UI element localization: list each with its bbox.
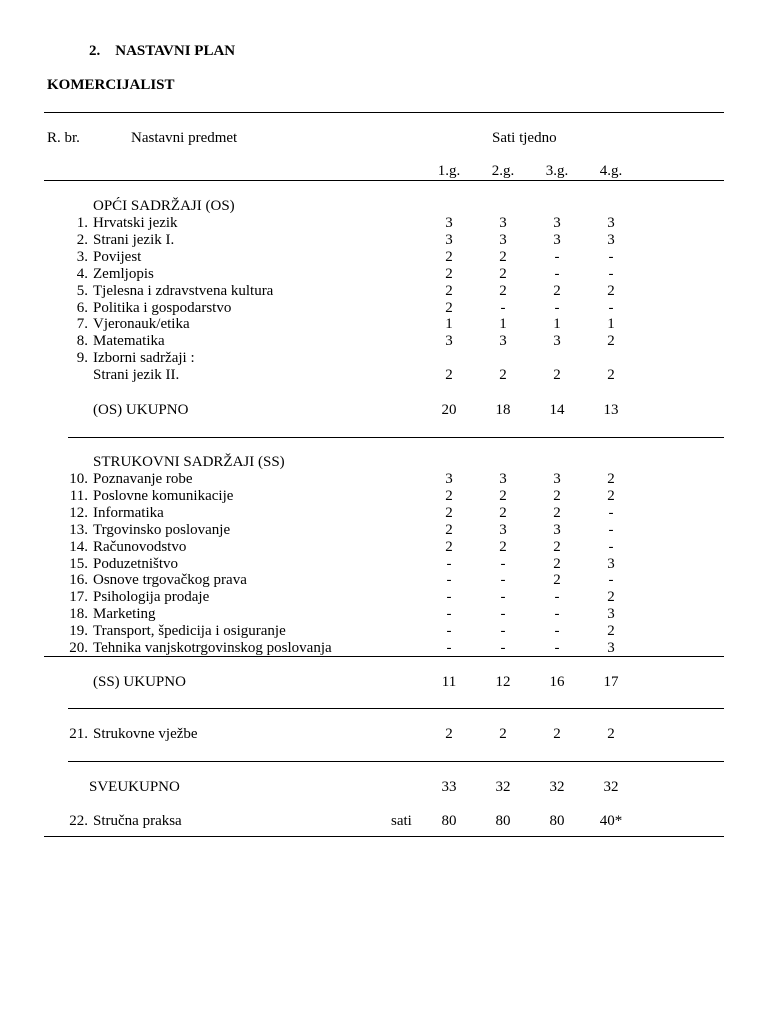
- rule-voc-total: [68, 708, 724, 709]
- hours-value: 2: [553, 487, 561, 504]
- hours-value: 2: [445, 299, 453, 316]
- internship-unit: sati: [391, 813, 412, 829]
- hours-value: 2: [607, 487, 615, 504]
- hours-value: 1: [499, 316, 507, 333]
- subject-name: Strani jezik I.: [93, 231, 175, 248]
- hours-value: -: [446, 606, 452, 623]
- vocational-total-value: 11: [441, 674, 457, 690]
- hours-value: 2: [499, 265, 507, 282]
- row-number: 8.: [76, 333, 88, 350]
- hours-value: -: [554, 623, 560, 640]
- hours-value: 2: [499, 504, 507, 521]
- hours-value: 2: [445, 265, 453, 282]
- hours-value: -: [554, 248, 560, 265]
- hours-value: 2: [553, 367, 561, 384]
- header-year: 2.g.: [491, 163, 515, 179]
- row-number: 11.: [69, 487, 88, 504]
- row-number: 3.: [76, 248, 88, 265]
- grand-total-label: SVEUKUPNO: [89, 779, 180, 795]
- header-hours: Sati tjedno: [492, 130, 557, 146]
- subject-name: Izborni sadržaji :: [93, 350, 195, 367]
- subject-name: Poznavanje robe: [93, 471, 193, 487]
- hours-value: -: [500, 606, 506, 623]
- hours-value: 3: [445, 231, 453, 248]
- row-number: 15.: [69, 555, 88, 572]
- hours-value: -: [446, 555, 452, 572]
- hours-value: 3: [553, 521, 561, 538]
- hours-value: 3: [499, 215, 507, 231]
- subject-name: Marketing: [93, 606, 156, 623]
- hours-value: -: [500, 572, 506, 589]
- subject-name: Stručna praksa: [93, 813, 182, 829]
- hours-value: 2: [499, 367, 507, 384]
- subject-name: Vjeronauk/etika: [93, 316, 190, 333]
- hours-value: -: [554, 640, 560, 656]
- row-number: 5.: [76, 282, 88, 299]
- subject-name: Transport, špedicija i osiguranje: [93, 623, 286, 640]
- practice-value: 2: [499, 726, 507, 742]
- hours-value: 2: [607, 471, 615, 487]
- hours-value: 3: [607, 606, 615, 623]
- row-number: 13.: [69, 521, 88, 538]
- row-number: 1.: [76, 215, 88, 231]
- hours-value: -: [500, 299, 506, 316]
- row-number: 12.: [69, 504, 88, 521]
- grand-total-value: 32: [549, 779, 565, 795]
- hours-value: -: [608, 248, 614, 265]
- general-total-value: 20: [441, 402, 457, 418]
- row-number: 4.: [76, 265, 88, 282]
- hours-value: 2: [607, 333, 615, 350]
- internship-value: 40*: [599, 813, 623, 829]
- hours-value: 2: [499, 248, 507, 265]
- hours-value: 3: [553, 471, 561, 487]
- hours-value: -: [608, 538, 614, 555]
- header-year: 1.g.: [437, 163, 461, 179]
- hours-value: 3: [607, 215, 615, 231]
- practice-value: 2: [553, 726, 561, 742]
- practice-value: 2: [445, 726, 453, 742]
- hours-value: -: [554, 265, 560, 282]
- subject-name: Trgovinsko poslovanje: [93, 521, 231, 538]
- hours-value: 3: [607, 231, 615, 248]
- hours-value: 3: [553, 215, 561, 231]
- hours-value: 3: [499, 333, 507, 350]
- hours-value: -: [500, 640, 506, 656]
- grand-total-value: 32: [603, 779, 619, 795]
- hours-value: 2: [499, 282, 507, 299]
- hours-value: 3: [499, 471, 507, 487]
- hours-value: 2: [553, 555, 561, 572]
- hours-value: 2: [553, 538, 561, 555]
- rule-header: [44, 180, 724, 181]
- hours-value: 2: [607, 623, 615, 640]
- hours-value: 1: [607, 316, 615, 333]
- row-number: 17.: [69, 589, 88, 606]
- subject-name: Hrvatski jezik: [93, 215, 178, 231]
- rule-practice: [68, 761, 724, 762]
- row-number: 20.: [69, 640, 88, 656]
- hours-value: 2: [445, 521, 453, 538]
- vocational-total-value: 17: [603, 674, 619, 690]
- subject-name: Zemljopis: [93, 265, 154, 282]
- hours-value: 2: [445, 282, 453, 299]
- row-number: 14.: [69, 538, 88, 555]
- section-heading: 2. NASTAVNI PLAN: [89, 43, 236, 59]
- hours-value: -: [608, 299, 614, 316]
- row-number: 10.: [69, 471, 88, 487]
- hours-value: -: [446, 589, 452, 606]
- hours-value: 3: [499, 231, 507, 248]
- hours-value: 2: [607, 282, 615, 299]
- subject-name: Povijest: [93, 248, 142, 265]
- hours-value: -: [500, 589, 506, 606]
- row-number: 9.: [76, 350, 88, 367]
- hours-value: 2: [553, 504, 561, 521]
- rule-top: [44, 112, 724, 113]
- subject-name: Strukovne vježbe: [93, 726, 198, 742]
- hours-value: -: [500, 555, 506, 572]
- hours-value: 3: [607, 640, 615, 656]
- hours-value: 3: [445, 215, 453, 231]
- subject-name: Tjelesna i zdravstvena kultura: [93, 282, 274, 299]
- subject-name: Informatika: [93, 504, 164, 521]
- rule-bottom: [44, 836, 724, 837]
- hours-value: 1: [553, 316, 561, 333]
- hours-value: -: [554, 299, 560, 316]
- hours-value: -: [554, 589, 560, 606]
- subject-name: Psihologija prodaje: [93, 589, 210, 606]
- row-number: 19.: [69, 623, 88, 640]
- vocational-title: STRUKOVNI SADRŽAJI (SS): [93, 454, 285, 470]
- vocational-total-label: (SS) UKUPNO: [93, 674, 186, 690]
- hours-value: 2: [445, 248, 453, 265]
- hours-value: -: [608, 504, 614, 521]
- grand-total-value: 33: [441, 779, 457, 795]
- subject-name: Osnove trgovačkog prava: [93, 572, 247, 589]
- hours-value: 1: [445, 316, 453, 333]
- internship-value: 80: [441, 813, 457, 829]
- hours-value: 2: [607, 367, 615, 384]
- hours-value: -: [446, 640, 452, 656]
- hours-value: -: [446, 572, 452, 589]
- general-total-value: 13: [603, 402, 619, 418]
- row-number: 7.: [76, 316, 88, 333]
- header-subject: Nastavni predmet: [131, 130, 238, 146]
- row-number: 18.: [69, 606, 88, 623]
- hours-value: -: [608, 521, 614, 538]
- subject-name: Tehnika vanjskotrgovinskog poslovanja: [93, 640, 332, 656]
- subject-name: Računovodstvo: [93, 538, 187, 555]
- vocational-total-value: 16: [549, 674, 565, 690]
- program-title: KOMERCIJALIST: [47, 77, 175, 93]
- hours-value: 3: [607, 555, 615, 572]
- row-number: 22.: [69, 813, 88, 829]
- header-rbr: R. br.: [47, 130, 80, 146]
- hours-value: -: [446, 623, 452, 640]
- hours-value: 2: [499, 538, 507, 555]
- general-total-value: 18: [495, 402, 511, 418]
- hours-value: 3: [499, 521, 507, 538]
- row-number: 6.: [76, 299, 88, 316]
- rule-vocational: [44, 656, 724, 657]
- hours-value: -: [608, 572, 614, 589]
- hours-value: -: [500, 623, 506, 640]
- hours-value: 3: [445, 471, 453, 487]
- hours-value: 2: [445, 538, 453, 555]
- subject-name: Strani jezik II.: [93, 367, 180, 384]
- subject-name: Matematika: [93, 333, 165, 350]
- hours-value: 2: [445, 487, 453, 504]
- hours-value: 2: [445, 367, 453, 384]
- grand-total-value: 32: [495, 779, 511, 795]
- general-title: OPĆI SADRŽAJI (OS): [93, 198, 235, 214]
- hours-value: 2: [553, 282, 561, 299]
- row-number: 21.: [69, 726, 88, 742]
- row-number: 2.: [76, 231, 88, 248]
- subject-name: Poduzetništvo: [93, 555, 178, 572]
- hours-value: -: [554, 606, 560, 623]
- row-number: 16.: [69, 572, 88, 589]
- hours-value: 2: [553, 572, 561, 589]
- hours-value: 2: [607, 589, 615, 606]
- internship-value: 80: [495, 813, 511, 829]
- header-year: 4.g.: [599, 163, 623, 179]
- vocational-total-value: 12: [495, 674, 511, 690]
- hours-value: 2: [499, 487, 507, 504]
- internship-value: 80: [549, 813, 565, 829]
- hours-value: 3: [553, 333, 561, 350]
- subject-name: Poslovne komunikacije: [93, 487, 234, 504]
- rule-general: [68, 437, 724, 438]
- hours-value: 3: [445, 333, 453, 350]
- general-total-value: 14: [549, 402, 565, 418]
- practice-value: 2: [607, 726, 615, 742]
- hours-value: 2: [445, 504, 453, 521]
- hours-value: -: [608, 265, 614, 282]
- hours-value: 3: [553, 231, 561, 248]
- header-year: 3.g.: [545, 163, 569, 179]
- subject-name: Politika i gospodarstvo: [93, 299, 232, 316]
- general-total-label: (OS) UKUPNO: [93, 402, 189, 418]
